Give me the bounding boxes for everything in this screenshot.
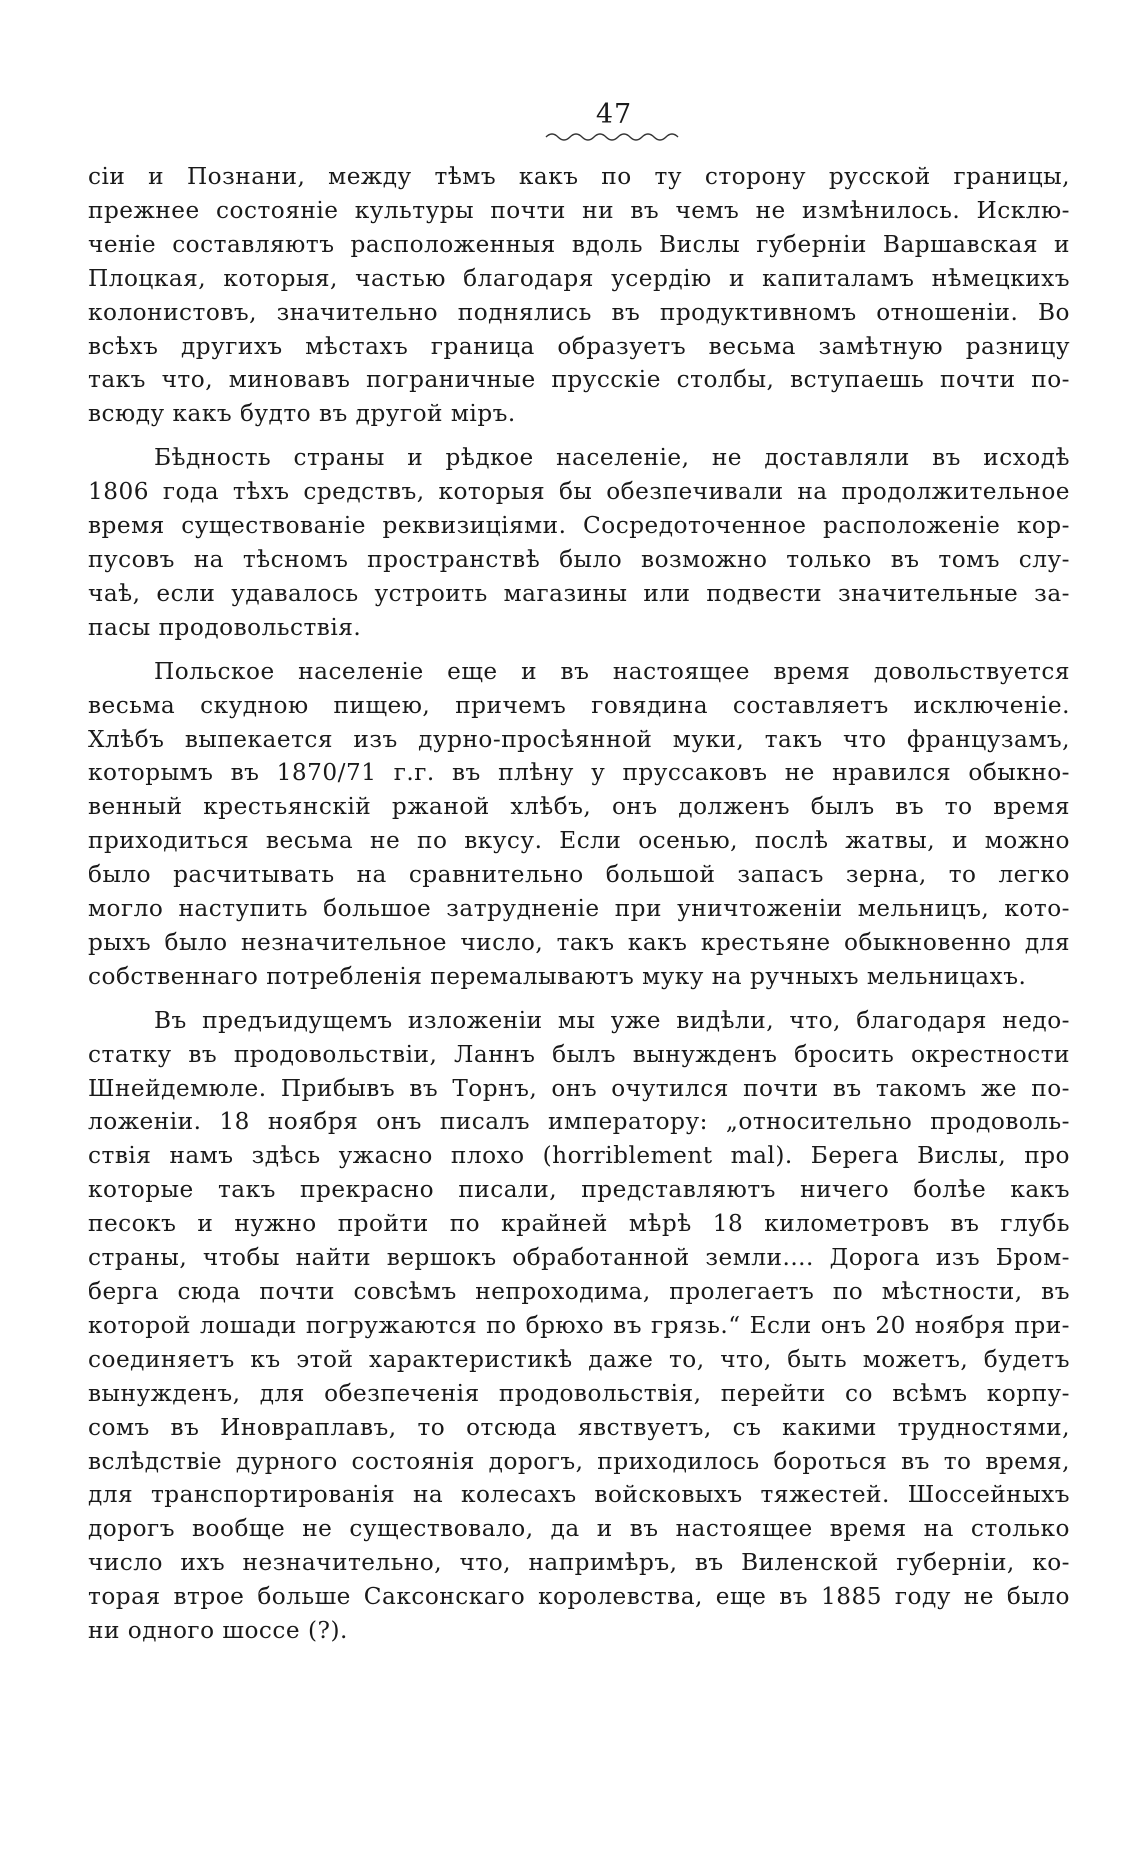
text-line: вынужденъ, для обезпеченія продовольствія, перейти со всѣмъ корпу- <box>88 1379 1070 1407</box>
text-line: вслѣдствіе дурного состоянія дорогъ, приходилось бороться въ то время, <box>88 1447 1070 1475</box>
text-line: для транспортированія на колесахъ войсковыхъ тяжестей. Шоссейныхъ <box>88 1481 1070 1509</box>
text-line: сомъ въ Иновраплавъ, то отсюда явствуетъ, съ какими трудностями, <box>88 1413 1070 1441</box>
text-line: сіи и Познани, между тѣмъ какъ по ту сторону русской границы, <box>88 163 1070 190</box>
paragraph-4 <box>88 1004 1070 1648</box>
text-line: Польское населеніе еще и въ настоящее время довольствуется <box>154 657 1070 685</box>
page-number: 47 <box>595 99 633 130</box>
text-line: собственнаго потребленія перемалываютъ муку на ручныхъ мельницахъ. <box>88 962 1027 990</box>
text-line: берга сюда почти совсѣмъ непроходима, пролегаетъ по мѣстности, въ <box>88 1278 1070 1305</box>
paragraph-1 <box>88 160 1070 431</box>
text-line: всѣхъ другихъ мѣстахъ граница образуетъ весьма замѣтную разницу <box>88 332 1070 360</box>
text-line: которой лошади погружаются по брюхо въ грязь.“ Если онъ 20 ноября при- <box>88 1311 1070 1339</box>
text-line: такъ что, миновавъ пограничные прусскіе столбы, вступаешь почти по- <box>88 366 1070 394</box>
text-line: ни одного шоссе (?). <box>88 1617 348 1645</box>
text-line: число ихъ незначительно, что, напримѣръ, въ Виленской губерніи, ко- <box>88 1549 1070 1577</box>
text-line: могло наступить большое затрудненіе при уничтоженіи мельницъ, кото- <box>88 895 1070 923</box>
text-line: рыхъ было незначительное число, такъ какъ крестьяне обыкновенно для <box>88 928 1070 956</box>
text-line: приходиться весьма не по вкусу. Если осенью, послѣ жатвы, и можно <box>88 827 1070 855</box>
text-line: страны, чтобы найти вершокъ обработанной земли.... Дорога изъ Бром- <box>88 1244 1070 1272</box>
text-line: ченіе составляютъ расположенныя вдоль Вислы губерніи Варшавская и <box>88 230 1070 258</box>
text-line: всюду какъ будто въ другой міръ. <box>88 400 516 428</box>
text-line: статку въ продовольствіи, Ланнъ былъ вынужденъ бросить окрестности <box>88 1040 1070 1068</box>
text-line: время существованіе реквизиціями. Сосредоточенное расположеніе кор- <box>88 512 1070 540</box>
text-line: торая втрое больше Саксонскаго королевства, еще въ 1885 году не было <box>88 1583 1070 1611</box>
text-line: венный крестьянскій ржаной хлѣбъ, онъ долженъ былъ въ то время <box>88 793 1070 821</box>
text-line: Хлѣбъ выпекается изъ дурно-просѣянной муки, такъ что французамъ, <box>88 725 1070 753</box>
text-line: было расчитывать на сравнительно большой запасъ зерна, то легко <box>88 861 1070 889</box>
text-line: пасы продовольствія. <box>88 613 362 641</box>
page-number-flourish-ornament <box>474 130 684 144</box>
text-line: Плоцкая, которыя, частью благодаря усердію и капиталамъ нѣмецкихъ <box>88 264 1070 292</box>
text-line: которымъ въ 1870/71 г.г. въ плѣну у пруссаковъ не нравился обыкно- <box>88 759 1070 787</box>
text-line: Бѣдность страны и рѣдкое населеніе, не доставляли въ исходѣ <box>154 444 1070 472</box>
paragraph-2 <box>88 441 1070 644</box>
text-line: которые такъ прекрасно писали, представляютъ ничего болѣе какъ <box>88 1176 1070 1204</box>
text-line: 1806 года тѣхъ средствъ, которыя бы обезпечивали на продолжительное <box>88 478 1070 506</box>
text-line: дорогъ вообще не существовало, да и въ настоящее время на столько <box>88 1515 1070 1543</box>
body-text <box>88 160 1070 1648</box>
text-line: Въ предъидущемъ изложеніи мы уже видѣли, что, благодаря недо- <box>154 1006 1070 1034</box>
text-line: весьма скудною пищею, причемъ говядина составляетъ исключеніе. <box>88 691 1070 719</box>
text-line: пусовъ на тѣсномъ пространствѣ было возможно только въ томъ слу- <box>88 545 1070 573</box>
text-line: соединяетъ къ этой характеристикѣ даже то, что, быть можетъ, будетъ <box>88 1345 1070 1373</box>
text-line: прежнее состояніе культуры почти ни въ чемъ не измѣнилось. Исклю- <box>88 196 1070 224</box>
text-line: чаѣ, если удавалось устроить магазины или подвести значительные за- <box>88 579 1070 607</box>
text-line: ложеніи. 18 ноября онъ писалъ императору: „относительно продоволь- <box>88 1108 1070 1136</box>
text-line: колонистовъ, значительно поднялись въ продуктивномъ отношеніи. Во <box>88 298 1070 326</box>
text-line: Шнейдемюле. Прибывъ въ Торнъ, онъ очутился почти въ такомъ же по- <box>88 1074 1070 1102</box>
text-line: ствія намъ здѣсь ужасно плохо (horriblement mal). Берега Вислы, про <box>88 1142 1070 1170</box>
text-line: песокъ и нужно пройти по крайней мѣрѣ 18 километровъ въ глубь <box>88 1210 1070 1238</box>
paragraph-3 <box>88 655 1070 994</box>
